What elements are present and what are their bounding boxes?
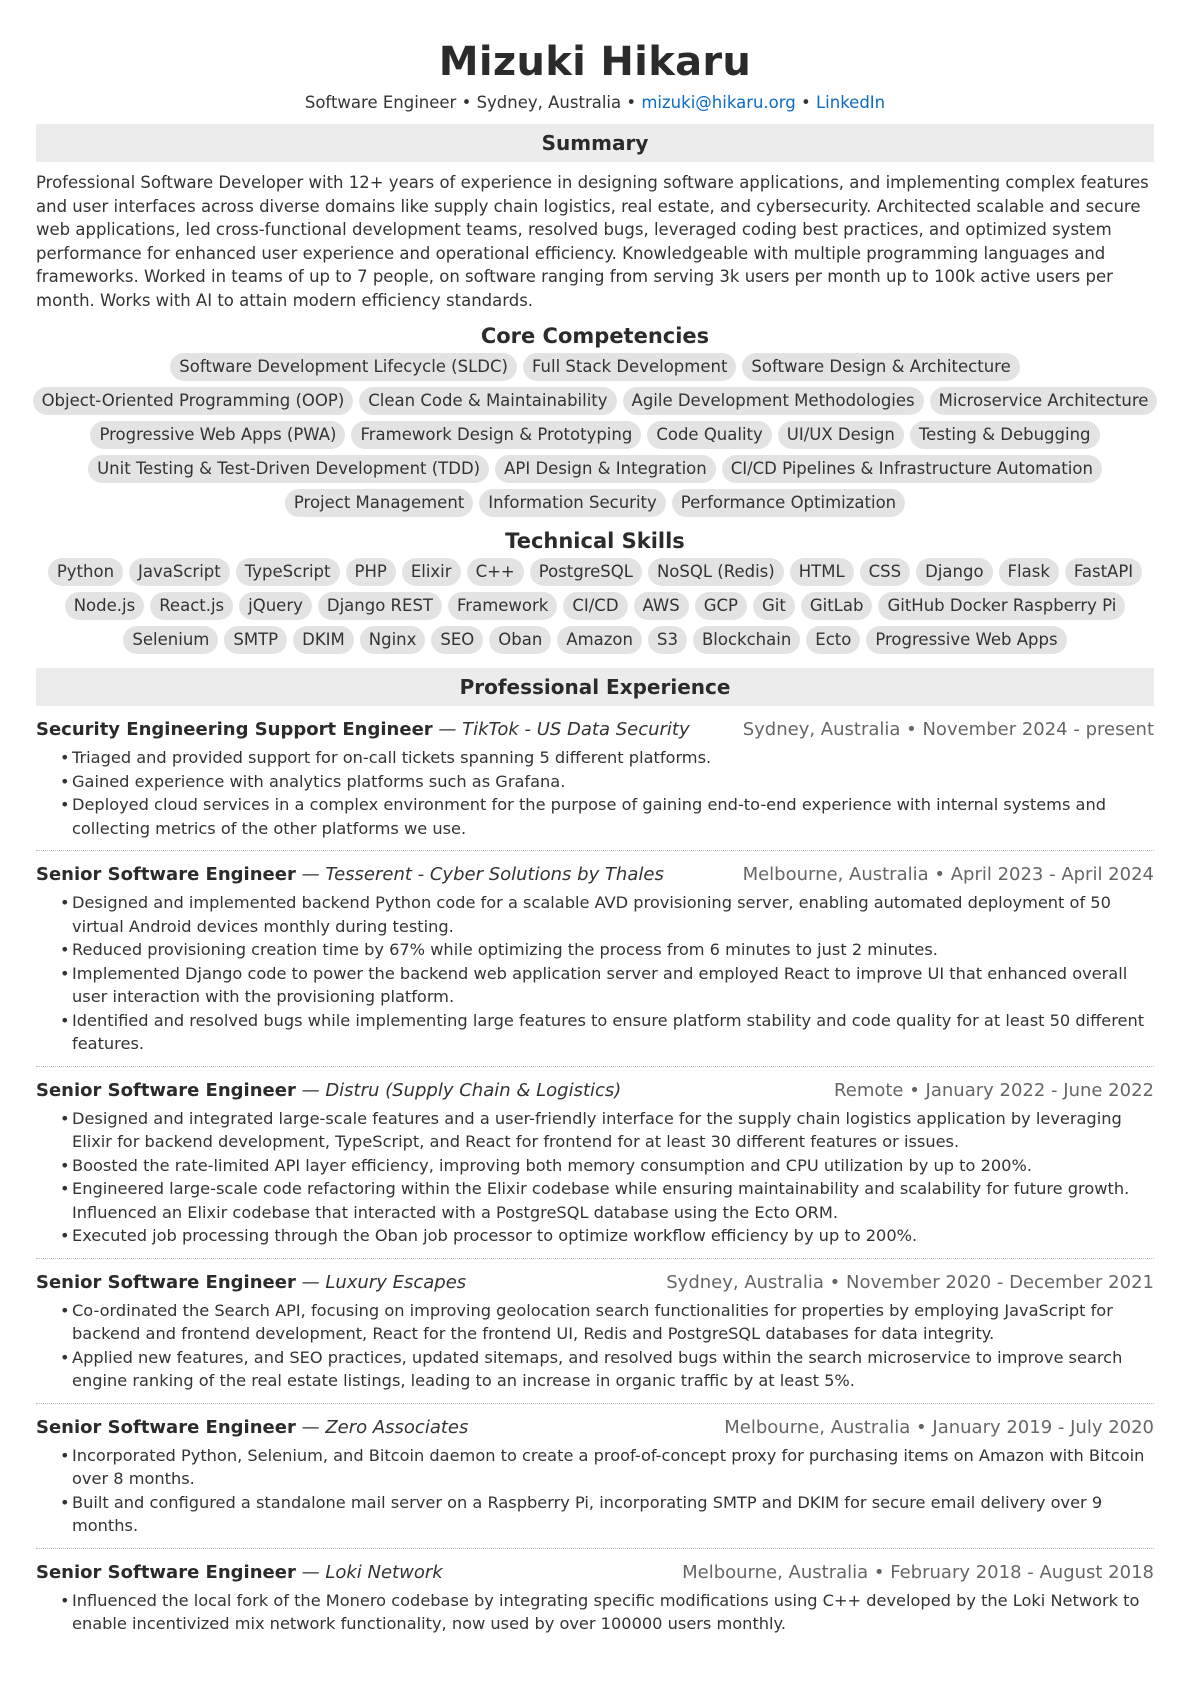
- job-title: Senior Software Engineer: [36, 1561, 296, 1583]
- job-entry: [36, 1549, 1154, 1646]
- job-entry: [36, 1067, 1154, 1259]
- competency-chip: API Design & Integration: [495, 455, 716, 483]
- skill-chip: Progressive Web Apps: [866, 626, 1066, 654]
- job-bullet: • Engineered large-scale code refactoring within the Elixir codebase while ensuring maintainability and scalability for future growth. Influenced an Elixir codebase that interacted with a PostgreSQL database using the Ecto ORM.: [60, 1177, 1154, 1224]
- job-title: Senior Software Engineer: [36, 864, 296, 885]
- job-company: TikTok - US Data Security: [462, 719, 690, 740]
- job-role-company: [36, 718, 690, 742]
- job-bullet: • Reduced provisioning creation time by 67% while optimizing the process from 6 minutes to just 2 minutes.: [60, 938, 1154, 962]
- competency-chip: Progressive Web Apps (PWA): [90, 421, 345, 449]
- job-location-dates: Melbourne, Australia • April 2023 - April 2024: [742, 864, 1154, 885]
- job-header: [36, 863, 1154, 887]
- skill-chip: NoSQL (Redis): [648, 558, 784, 586]
- skill-chip: Elixir: [402, 558, 461, 586]
- job-title: Security Engineering Support Engineer: [36, 719, 433, 740]
- summary-text: Professional Software Developer with 12+ years of experience in designing software applications, and implementing complex features and user interfaces across diverse domains like supply chain logistics, real estate, and cybersecurity. Architected scalable and secure web applications, led cross-functional development teams, resolved bugs, leveraged coding best practices, and optimized system performance for enhanced user experience and operational efficiency. Knowledgeable with multiple programming languages and frameworks. Worked in teams of up to 7 people, on software ranging from serving 3k users per month up to 100k active users per month. Works with AI to attain modern efficiency standards.: [36, 173, 1149, 310]
- job-role-company: [36, 1079, 621, 1103]
- core-competencies-list: [32, 353, 1158, 517]
- competency-chip: Performance Optimization: [672, 489, 905, 517]
- job-bullet: • Built and configured a standalone mail server on a Raspberry Pi, incorporating SMTP and DKIM for secure email delivery over 9 months.: [60, 1491, 1154, 1538]
- skill-chip: Node.js: [65, 592, 145, 620]
- job-dash: —: [301, 1416, 320, 1438]
- experience-heading: Professional Experience: [36, 668, 1154, 706]
- job-header: [36, 1079, 1154, 1103]
- skill-chip: jQuery: [239, 592, 312, 620]
- job-header: [36, 1271, 1154, 1295]
- job-header: [36, 1416, 1154, 1440]
- skill-chip: C++: [467, 558, 524, 586]
- skill-chip: React.js: [150, 592, 233, 620]
- job-dash: —: [301, 864, 320, 885]
- job-bullet: • Identified and resolved bugs while implementing large features to ensure platform stability and code quality for at least 50 different features.: [60, 1009, 1154, 1056]
- skill-chip: Blockchain: [693, 626, 800, 654]
- candidate-name: Mizuki Hikaru: [438, 39, 752, 85]
- competency-chip: UI/UX Design: [778, 421, 904, 449]
- competency-chip: Software Development Lifecycle (SLDC): [170, 353, 517, 381]
- job-role-company: [36, 1416, 468, 1440]
- competency-chip: Object-Oriented Programming (OOP): [33, 387, 354, 415]
- job-location-dates: Melbourne, Australia • February 2018 - August 2018: [682, 1561, 1154, 1583]
- job-company: Loki Network: [325, 1561, 443, 1583]
- skill-chip: TypeScript: [236, 558, 340, 586]
- skill-chip: Django: [916, 558, 992, 586]
- core-competencies-heading: Core Competencies: [480, 324, 710, 348]
- skill-chip: AWS: [634, 592, 689, 620]
- job-company: Tesserent - Cyber Solutions by Thales: [325, 864, 664, 885]
- skill-chip: GitLab: [801, 592, 873, 620]
- job-location-dates: Sydney, Australia • November 2020 - December 2021: [666, 1271, 1154, 1293]
- job-title: Senior Software Engineer: [36, 1079, 296, 1101]
- competency-chip: Agile Development Methodologies: [623, 387, 924, 415]
- job-bullet: • Implemented Django code to power the backend web application server and employed React to improve UI that enhanced overall user interaction with the provisioning platform.: [60, 962, 1154, 1009]
- competency-chip: Code Quality: [647, 421, 771, 449]
- contact-role: Software Engineer: [304, 93, 457, 112]
- skill-chip: Nginx: [360, 626, 426, 654]
- skill-chip: S3: [648, 626, 687, 654]
- job-bullet: • Designed and implemented backend Python code for a scalable AVD provisioning server, enabling automated deployment of 50 virtual Android devices monthly during testing.: [60, 891, 1154, 938]
- job-bullets: [36, 1589, 1154, 1636]
- competency-chip: Project Management: [285, 489, 473, 517]
- contact-line: [36, 92, 1154, 114]
- job-bullet: • Boosted the rate-limited API layer efficiency, improving both memory consumption and CPU utilization by up to 200%.: [60, 1154, 1154, 1178]
- skill-chip: FastAPI: [1065, 558, 1142, 586]
- skill-chip: Django REST: [318, 592, 442, 620]
- job-company: Zero Associates: [325, 1416, 469, 1438]
- job-dash: —: [438, 719, 457, 740]
- linkedin-link[interactable]: LinkedIn: [815, 93, 886, 112]
- experience-list: [36, 706, 1154, 1646]
- contact-separator: •: [461, 93, 472, 112]
- job-dash: —: [301, 1561, 320, 1583]
- job-role-company: [36, 863, 664, 887]
- competency-chip: Full Stack Development: [523, 353, 736, 381]
- job-bullet: • Triaged and provided support for on-call tickets spanning 5 different platforms.: [60, 746, 1154, 770]
- job-bullet: • Gained experience with analytics platforms such as Grafana.: [60, 770, 1154, 794]
- skill-chip: Git: [753, 592, 795, 620]
- job-header: [36, 718, 1154, 742]
- skill-chip: GCP: [695, 592, 747, 620]
- job-bullet: • Executed job processing through the Oban job processor to optimize workflow efficiency by up to 200%.: [60, 1224, 1154, 1248]
- summary-heading: Summary: [36, 124, 1154, 162]
- skill-chip: CSS: [860, 558, 910, 586]
- skill-chip: CI/CD: [563, 592, 627, 620]
- job-location-dates: Remote • January 2022 - June 2022: [834, 1079, 1154, 1101]
- competency-chip: Software Design & Architecture: [742, 353, 1019, 381]
- job-bullets: [36, 1444, 1154, 1538]
- skill-chip: SEO: [431, 626, 483, 654]
- job-bullet: • Deployed cloud services in a complex environment for the purpose of gaining end-to-end experience with internal systems and collecting metrics of the other platforms we use.: [60, 793, 1154, 840]
- competency-chip: Clean Code & Maintainability: [359, 387, 616, 415]
- technical-skills-heading: Technical Skills: [505, 529, 685, 553]
- job-bullets: [36, 746, 1154, 840]
- skill-chip: Framework: [448, 592, 557, 620]
- job-bullet: • Co-ordinated the Search API, focusing on improving geolocation search functionalities for properties by employing JavaScript for backend and frontend development, React for the frontend UI, Redis and PostgreSQL databases for data integrity.: [60, 1299, 1154, 1346]
- skill-chip: GitHub Docker Raspberry Pi: [878, 592, 1125, 620]
- job-dash: —: [301, 1079, 320, 1101]
- contact-separator: •: [626, 93, 637, 112]
- job-bullets: [36, 891, 1154, 1056]
- skill-chip: HTML: [790, 558, 854, 586]
- job-header: [36, 1561, 1154, 1585]
- skill-chip: PHP: [346, 558, 396, 586]
- job-bullet: • Influenced the local fork of the Monero codebase by integrating specific modifications using C++ developed by the Loki Network to enable incentivized mix network functionality, now used by over 100000 users monthly.: [60, 1589, 1154, 1636]
- job-title: Senior Software Engineer: [36, 1416, 296, 1438]
- skill-chip: PostgreSQL: [530, 558, 642, 586]
- job-role-company: [36, 1271, 466, 1295]
- contact-separator: •: [801, 93, 811, 112]
- job-bullets: [36, 1299, 1154, 1393]
- contact-location: Sydney, Australia: [476, 93, 622, 112]
- job-entry: [36, 706, 1154, 851]
- job-bullet: • Applied new features, and SEO practices, updated sitemaps, and resolved bugs within the search microservice to improve search engine ranking of the real estate listings, leading to an increase in organic traffic by at least 5%.: [60, 1346, 1154, 1393]
- competency-chip: Microservice Architecture: [930, 387, 1158, 415]
- job-bullets: [36, 1107, 1154, 1248]
- skill-chip: DKIM: [293, 626, 354, 654]
- job-entry: [36, 1404, 1154, 1549]
- skill-chip: Amazon: [557, 626, 642, 654]
- competency-chip: CI/CD Pipelines & Infrastructure Automation: [722, 455, 1102, 483]
- job-role-company: [36, 1561, 443, 1585]
- job-entry: [36, 851, 1154, 1067]
- technical-skills-list: [32, 558, 1158, 654]
- skill-chip: SMTP: [224, 626, 287, 654]
- competency-chip: Unit Testing & Test-Driven Development (TDD): [88, 455, 489, 483]
- job-bullet: • Designed and integrated large-scale features and a user-friendly interface for the supply chain logistics application by leveraging Elixir for backend development, TypeScript, and React for frontend for at least 30 different features or issues.: [60, 1107, 1154, 1154]
- skill-chip: Ecto: [806, 626, 860, 654]
- job-bullet: • Incorporated Python, Selenium, and Bitcoin daemon to create a proof-of-concept proxy for purchasing items on Amazon with Bitcoin over 8 months.: [60, 1444, 1154, 1491]
- skill-chip: Python: [48, 558, 123, 586]
- job-company: Distru (Supply Chain & Logistics): [325, 1079, 622, 1101]
- competency-chip: Framework Design & Prototyping: [351, 421, 641, 449]
- skill-chip: Flask: [999, 558, 1059, 586]
- skill-chip: Selenium: [123, 626, 218, 654]
- job-location-dates: Sydney, Australia • November 2024 - present: [742, 719, 1154, 740]
- job-company: Luxury Escapes: [325, 1271, 467, 1293]
- skill-chip: Oban: [489, 626, 551, 654]
- skill-chip: JavaScript: [129, 558, 230, 586]
- job-title: Senior Software Engineer: [36, 1271, 296, 1293]
- job-entry: [36, 1259, 1154, 1404]
- job-location-dates: Melbourne, Australia • January 2019 - July 2020: [724, 1416, 1154, 1438]
- job-dash: —: [301, 1271, 320, 1293]
- competency-chip: Testing & Debugging: [910, 421, 1100, 449]
- email-link[interactable]: mizuki@hikaru.org: [641, 93, 796, 112]
- competency-chip: Information Security: [479, 489, 666, 517]
